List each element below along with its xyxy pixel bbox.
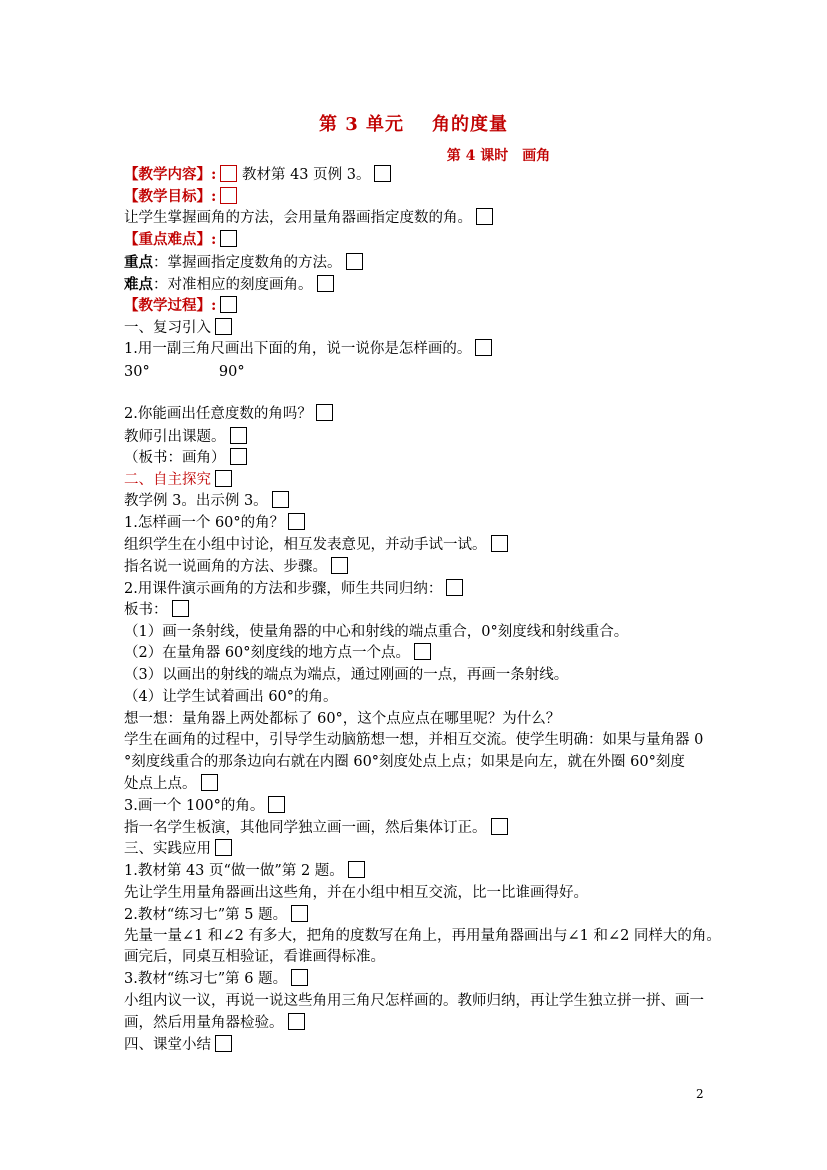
checkbox[interactable]: [291, 969, 308, 986]
text: 处点上点。: [124, 776, 197, 792]
section-heading: [124, 839, 232, 859]
text-line: [124, 643, 431, 663]
text: ：对准相应的刻度画角。: [153, 277, 313, 293]
checkbox[interactable]: [491, 818, 508, 835]
text-line: [124, 730, 703, 750]
text-line: [124, 427, 247, 447]
angle-examples: [124, 362, 245, 382]
text: 1.教材第 43 页“做一做”第 2 题。: [124, 863, 344, 879]
text: 小组内议一议，再说一说这些角用三角尺怎样画的。教师归纳，再让学生独立拼一拼、画一: [124, 993, 704, 1009]
unit-label: 第 3 单元: [318, 114, 405, 135]
checkbox[interactable]: [374, 165, 391, 182]
text-line: [124, 1013, 305, 1033]
checkbox[interactable]: [220, 296, 237, 313]
text-line: [124, 579, 463, 599]
checkbox[interactable]: [476, 208, 493, 225]
key-label: 重点: [124, 254, 153, 271]
text-line: [124, 339, 492, 359]
unit-topic: 角的度量: [432, 114, 509, 135]
text-line: [124, 796, 285, 816]
text: 画完后，同桌互相验证，看谁画得标准。: [124, 949, 385, 965]
text: 先让学生用量角器画出这些角，并在小组中相互交流，比一比谁画得好。: [124, 885, 588, 901]
difficult-label: 难点: [124, 276, 153, 293]
text-line: [124, 774, 218, 794]
text: （3）以画出的射线的端点为端点，通过刚画的一点，再画一条射线。: [124, 667, 569, 683]
text-line: [124, 622, 628, 642]
checkbox[interactable]: [331, 557, 348, 574]
text: °刻度线重合的那条边向右就在内圈 60°刻度处点上点；如果是向左，就在外圈 60°刻度: [124, 754, 685, 770]
section-heading: [124, 1035, 232, 1055]
text-line: [124, 883, 588, 903]
angle-90: 90°: [218, 364, 245, 380]
lesson-subtitle: 第 4 课时 画角: [446, 148, 551, 164]
text: （2）在量角器 60°刻度线的地方点一个点。: [124, 645, 411, 661]
checkbox[interactable]: [446, 579, 463, 596]
checkbox[interactable]: [220, 230, 237, 247]
checkbox[interactable]: [414, 643, 431, 660]
checkbox[interactable]: [230, 427, 247, 444]
text: 3.教材“练习七”第 6 题。: [124, 971, 288, 987]
checkbox[interactable]: [491, 535, 508, 552]
text: 三、实践应用: [124, 841, 211, 857]
checkbox[interactable]: [316, 404, 333, 421]
text-line: [124, 513, 305, 533]
checkbox[interactable]: [172, 600, 189, 617]
checkbox[interactable]: [288, 513, 305, 530]
checkbox[interactable]: [201, 774, 218, 791]
text: 3.画一个 100°的角。: [124, 798, 265, 814]
text-line: [124, 947, 385, 967]
checkbox[interactable]: [272, 491, 289, 508]
text: 二、自主探究: [124, 472, 211, 488]
section-heading: [124, 318, 232, 338]
text-line: [124, 491, 289, 511]
text-line: [124, 687, 338, 707]
checkbox[interactable]: [230, 448, 247, 465]
teaching-goal-line: [124, 187, 237, 207]
page-number: 2: [696, 1087, 704, 1101]
text: 四、课堂小结: [124, 1037, 211, 1053]
text-line: [124, 969, 308, 989]
text-line: [124, 448, 247, 468]
text-line: [124, 905, 308, 925]
angle-30: 30°: [124, 364, 150, 380]
text: 2.教材“练习七”第 5 题。: [124, 907, 288, 923]
text-line: [124, 926, 721, 946]
teaching-process-line: [124, 296, 237, 316]
text: 教师引出课题。: [124, 429, 226, 445]
text: 指一名学生板演，其他同学独立画一画，然后集体订正。: [124, 820, 487, 836]
checkbox[interactable]: [348, 861, 365, 878]
text: （4）让学生试着画出 60°的角。: [124, 689, 338, 705]
checkbox[interactable]: [291, 905, 308, 922]
checkbox[interactable]: [220, 187, 237, 204]
text-line: [124, 709, 560, 729]
text: （板书：画角）: [124, 450, 226, 466]
text: 想一想：量角器上两处都标了 60°，这个点应点在哪里呢？为什么？: [124, 711, 561, 727]
key-point-line: [124, 253, 363, 273]
text: 1.用一副三角尺画出下面的角，说一说你是怎样画的。: [124, 341, 472, 357]
key-points-line: [124, 230, 237, 250]
text: 板书：: [124, 602, 168, 618]
teaching-content-text: 教材第 43 页例 3。: [241, 167, 371, 183]
text-line: [124, 665, 568, 685]
text: 组织学生在小组中讨论，相互发表意见，并动手试一试。: [124, 537, 487, 553]
difficult-point-line: [124, 275, 334, 295]
checkbox[interactable]: [346, 253, 363, 270]
key-points-label: 【重点难点】:: [124, 231, 217, 248]
checkbox[interactable]: [215, 1035, 232, 1052]
text: 2.你能画出任意度数的角吗？: [124, 406, 312, 422]
text-line: [124, 208, 493, 228]
text-line: [124, 752, 685, 772]
checkbox[interactable]: [215, 470, 232, 487]
text: 指名说一说画角的方法、步骤。: [124, 559, 327, 575]
text: 2.用课件演示画角的方法和步骤，师生共同归纳：: [124, 581, 443, 597]
text-line: [124, 404, 333, 424]
checkbox[interactable]: [475, 339, 492, 356]
text: ：掌握画指定度数角的方法。: [153, 255, 342, 271]
text: 画，然后用量角器检验。: [124, 1015, 284, 1031]
text: 先量一量∠1 和∠2 有多大，把角的度数写在角上，再用量角器画出与∠1 和∠2 同样大的角。: [124, 928, 721, 944]
text-line: [124, 818, 508, 838]
text-line: [124, 600, 189, 620]
text-line: [124, 861, 365, 881]
checkbox[interactable]: [220, 165, 237, 182]
text: 教学例 3。出示例 3。: [124, 493, 268, 509]
teaching-content-label: 【教学内容】:: [124, 166, 217, 183]
teaching-content-line: [124, 165, 391, 185]
text: 让学生掌握画角的方法，会用量角器画指定度数的角。: [124, 210, 472, 226]
text: 一、复习引入: [124, 320, 211, 336]
text: （1）画一条射线，使量角器的中心和射线的端点重合，0°刻度线和射线重合。: [124, 624, 629, 640]
checkbox[interactable]: [317, 275, 334, 292]
page-title: [0, 110, 827, 136]
teaching-goal-label: 【教学目标】:: [124, 188, 217, 205]
checkbox[interactable]: [215, 318, 232, 335]
text-line: [124, 991, 704, 1011]
text: 1.怎样画一个 60°的角？: [124, 515, 285, 531]
checkbox[interactable]: [215, 839, 232, 856]
text-line: [124, 557, 348, 577]
section-heading: [124, 470, 232, 490]
checkbox[interactable]: [268, 796, 285, 813]
teaching-process-label: 【教学过程】:: [124, 297, 217, 314]
text: 学生在画角的过程中，引导学生动脑筋想一想，并相互交流。使学生明确：如果与量角器 0: [124, 732, 704, 748]
text-line: [124, 535, 508, 555]
checkbox[interactable]: [288, 1013, 305, 1030]
